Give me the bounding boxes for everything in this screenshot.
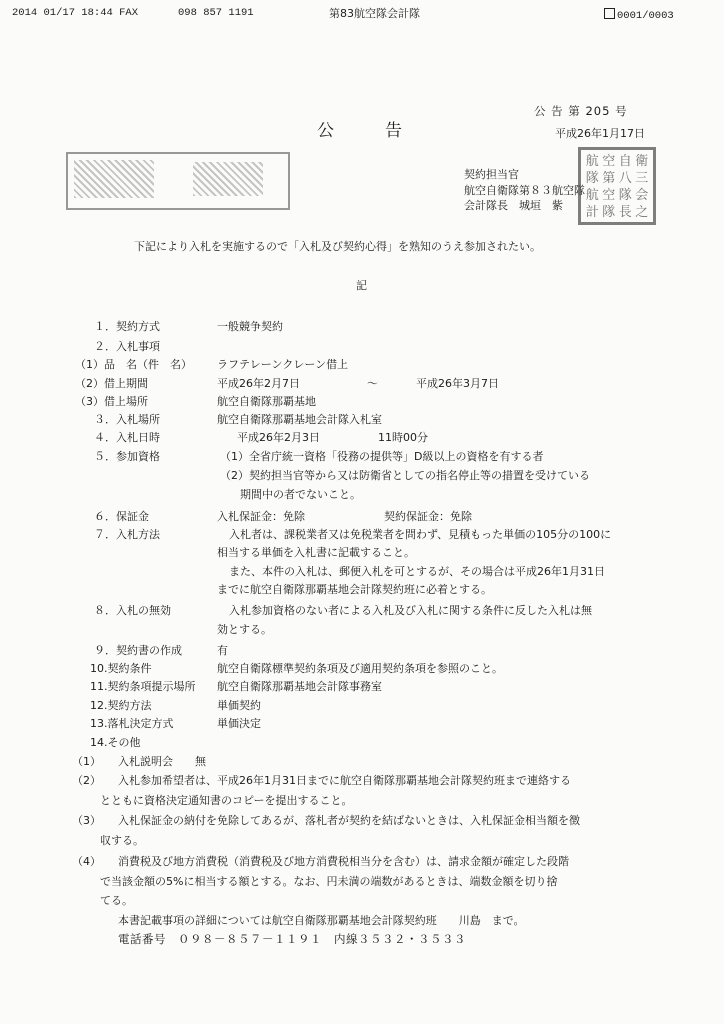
seal-characters	[581, 150, 653, 222]
item-4-time: 11時00分	[378, 431, 428, 444]
item-11-value: 航空自衛隊那覇基地会計隊事務室	[217, 680, 382, 693]
item-12-value: 単価契約	[217, 699, 261, 712]
seal-char: 衛	[635, 154, 649, 169]
seal-char: 長	[618, 205, 632, 220]
stamp-smudge	[74, 160, 154, 198]
official-stamp	[66, 152, 290, 210]
item-2-label: ２．入札事項	[94, 340, 160, 353]
item-5-line1: （1）全省庁統一資格「役務の提供等」D級以上の資格を有する者	[220, 450, 544, 463]
item-9-value: 有	[217, 644, 228, 657]
item-8-line2: 効とする。	[217, 623, 272, 636]
fax-page: 0001/0003	[617, 10, 674, 22]
item-2-3-label: （3）借上場所	[75, 395, 148, 408]
item-10-value: 航空自衛隊標準契約条項及び適用契約条項を参照のこと。	[217, 662, 503, 675]
seal-char: 隊	[585, 171, 599, 186]
issuer-line1: 契約担当官	[464, 168, 519, 181]
item-2-1-value: ラフテレーンクレーン借上	[217, 358, 349, 371]
contact-line1: 本書記載事項の詳細については航空自衛隊那覇基地会計隊契約班 川島 まで。	[118, 914, 525, 927]
seal-char: 計	[585, 205, 599, 220]
issuer-line2: 航空自衛隊第８３航空隊	[464, 184, 585, 197]
seal-char: 第	[602, 171, 616, 186]
seal-char: 空	[602, 188, 616, 203]
notice-date: 平成26年1月17日	[555, 127, 645, 140]
other-2-num: （2）	[72, 774, 101, 787]
seal-char: 隊	[618, 188, 632, 203]
fax-number: 098 857 1191	[178, 7, 254, 19]
other-4-line3: てる。	[100, 894, 133, 907]
item-2-2-from: 平成26年2月7日	[217, 377, 300, 390]
item-6-bid: 入札保証金：免除	[217, 510, 305, 523]
item-2-2-to: 平成26年3月7日	[416, 377, 499, 390]
fax-page-icon	[604, 8, 615, 19]
item-5-line3: 期間中の者でないこと。	[240, 488, 361, 501]
item-7-line1: 入札者は、課税業者又は免税業者を問わず、見積もった単価の105分の100に	[229, 528, 612, 541]
seal-char: 之	[635, 205, 649, 220]
item-2-2-tilde: ～	[367, 377, 378, 390]
other-4-num: （4）	[72, 855, 101, 868]
item-1-value: 一般競争契約	[217, 320, 283, 333]
other-1-num: （1）	[72, 755, 101, 768]
seal-char: 航	[585, 188, 599, 203]
item-11-label: 11.契約条項提示場所	[90, 680, 196, 693]
fax-sender: 第83航空隊会計隊	[329, 7, 420, 20]
item-8-label: ８．入札の無効	[94, 604, 171, 617]
item-7-label: ７．入札方法	[94, 528, 160, 541]
item-2-2-label: （2）借上期間	[75, 377, 148, 390]
page-title: 公 告	[317, 121, 402, 141]
item-10-label: 10.契約条件	[90, 662, 152, 675]
item-6-contract: 契約保証金：免除	[384, 510, 472, 523]
item-7-line3: また、本件の入札は、郵便入札を可とするが、その場合は平成26年1月31日	[229, 565, 605, 578]
item-1-label: １．契約方式	[94, 320, 160, 333]
seal-char: 自	[618, 154, 632, 169]
item-8-line1: 入札参加資格のない者による入札及び入札に関する条件に反した入札は無	[229, 604, 592, 617]
seal-char: 航	[585, 154, 599, 169]
item-7-line4: までに航空自衛隊那覇基地会計隊契約班に必着とする。	[217, 583, 492, 596]
fax-datetime: 2014 01/17 18:44 FAX	[12, 7, 139, 19]
other-3-num: （3）	[72, 814, 101, 827]
seal-char: 隊	[602, 205, 616, 220]
item-13-label: 13.落札決定方式	[90, 717, 174, 730]
item-6-label: ６．保証金	[94, 510, 149, 523]
stamp-smudge	[193, 162, 263, 196]
item-14-label: 14.その他	[90, 736, 141, 749]
item-13-value: 単価決定	[217, 717, 261, 730]
issuer-line3: 会計隊長 城垣 紫	[464, 199, 563, 212]
seal-char: 空	[602, 154, 616, 169]
fax-page-indicator	[604, 8, 674, 22]
item-3-value: 航空自衛隊那覇基地会計隊入札室	[217, 413, 382, 426]
item-2-1-label: （1）品 名（件 名）	[75, 358, 192, 371]
item-5-label: ５．参加資格	[94, 450, 160, 463]
item-9-label: ９．契約書の作成	[94, 644, 182, 657]
item-3-label: ３．入札場所	[94, 413, 160, 426]
item-5-line2: （2）契約担当官等から又は防衛省としての指名停止等の措置を受けている	[220, 469, 590, 482]
other-2-line1: 入札参加希望者は、平成26年1月31日までに航空自衛隊那覇基地会計隊契約班まで連絡する	[118, 774, 571, 787]
item-2-3-value: 航空自衛隊那覇基地	[217, 395, 316, 408]
other-3-line1: 入札保証金の納付を免除してあるが、落札者が契約を結ばないときは、入札保証金相当額を徴	[118, 814, 580, 827]
intro-text: 下記により入札を実施するので「入札及び契約心得」を熟知のうえ参加されたい。	[134, 240, 541, 253]
seal-char: 会	[635, 188, 649, 203]
item-12-label: 12.契約方法	[90, 699, 152, 712]
other-4-line2: で当該金額の5%に相当する額とする。なお、円未満の端数があるときは、端数金額を切り捨	[100, 875, 558, 888]
item-7-line2: 相当する単価を入札書に記載すること。	[217, 546, 415, 559]
contact-phone: 電話番号 ０９８－８５７－１１９１ 内線３５３２・３５３３	[118, 932, 466, 946]
ki-heading: 記	[356, 279, 367, 292]
item-4-date: 平成26年2月3日	[237, 431, 320, 444]
other-4-line1: 消費税及び地方消費税（消費税及び地方消費税相当分を含む）は、請求金額が確定した段階	[118, 855, 569, 868]
seal-char: 八	[618, 171, 632, 186]
item-4-label: ４．入札日時	[94, 431, 160, 444]
other-1-text: 入札説明会 無	[118, 755, 206, 768]
other-2-line2: とともに資格決定通知書のコピーを提出すること。	[100, 794, 353, 807]
official-seal	[578, 147, 656, 225]
notice-number: 公 告 第 205 号	[534, 104, 628, 118]
other-3-line2: 収する。	[100, 834, 144, 847]
seal-char: 三	[635, 171, 649, 186]
